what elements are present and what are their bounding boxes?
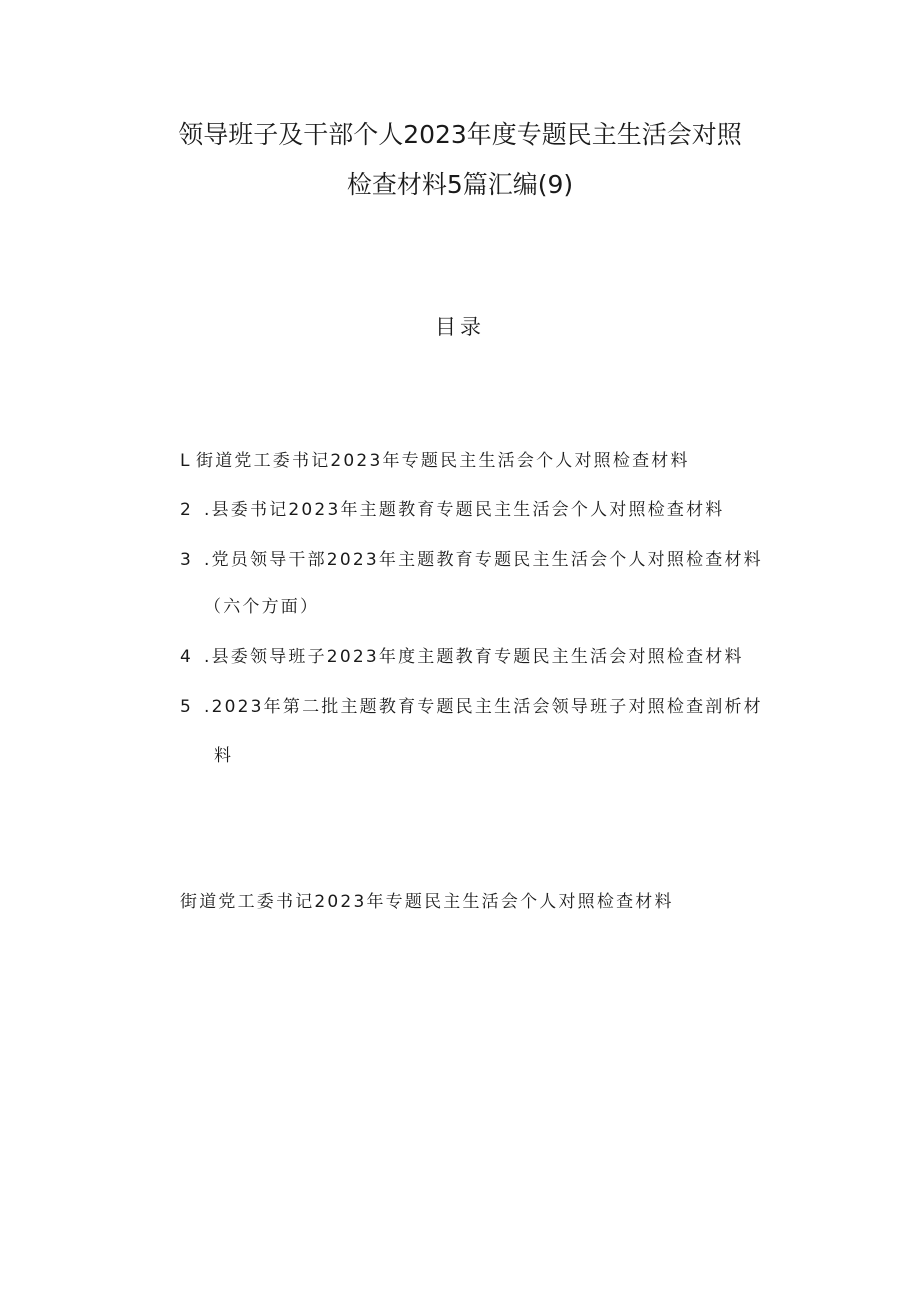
toc-entry-text: .县委领导班子2023年度主题教育专题民主生活会对照检查材料 xyxy=(204,647,744,667)
toc-entry-5-continuation: 料 xyxy=(214,746,234,766)
toc-entry-text: .2023年第二批主题教育专题民主生活会领导班子对照检查剖析材 xyxy=(204,697,763,717)
toc-heading: 目录 xyxy=(435,315,485,339)
section-title: 街道党工委书记2023年专题民主生活会个人对照检查材料 xyxy=(180,892,674,912)
document-title-line-2: 检查材料5篇汇编(9) xyxy=(346,170,574,199)
toc-entry-2 xyxy=(180,497,724,523)
toc-entry-3 xyxy=(180,547,763,573)
toc-entry-3-continuation: （六个方面） xyxy=(204,597,320,617)
toc-entry-text: .县委书记2023年主题教育专题民主生活会个人对照检查材料 xyxy=(204,500,725,520)
toc-entry-number: 3 xyxy=(180,550,194,570)
toc-entry-4 xyxy=(180,644,744,670)
toc-entry-text: .党员领导干部2023年主题教育专题民主生活会个人对照检查材料 xyxy=(204,550,763,570)
toc-entry-text: 街道党工委书记2023年专题民主生活会个人对照检查材料 xyxy=(196,451,690,471)
toc-entry-5 xyxy=(180,694,763,720)
toc-entry-number: 4 xyxy=(180,647,194,667)
toc-entry-1 xyxy=(180,448,690,474)
toc-entry-number: L xyxy=(180,451,192,471)
document-title-line-1: 领导班子及干部个人2023年度专题民主生活会对照 xyxy=(178,120,742,149)
toc-entry-number: 2 xyxy=(180,500,194,520)
toc-entry-number: 5 xyxy=(180,697,194,717)
